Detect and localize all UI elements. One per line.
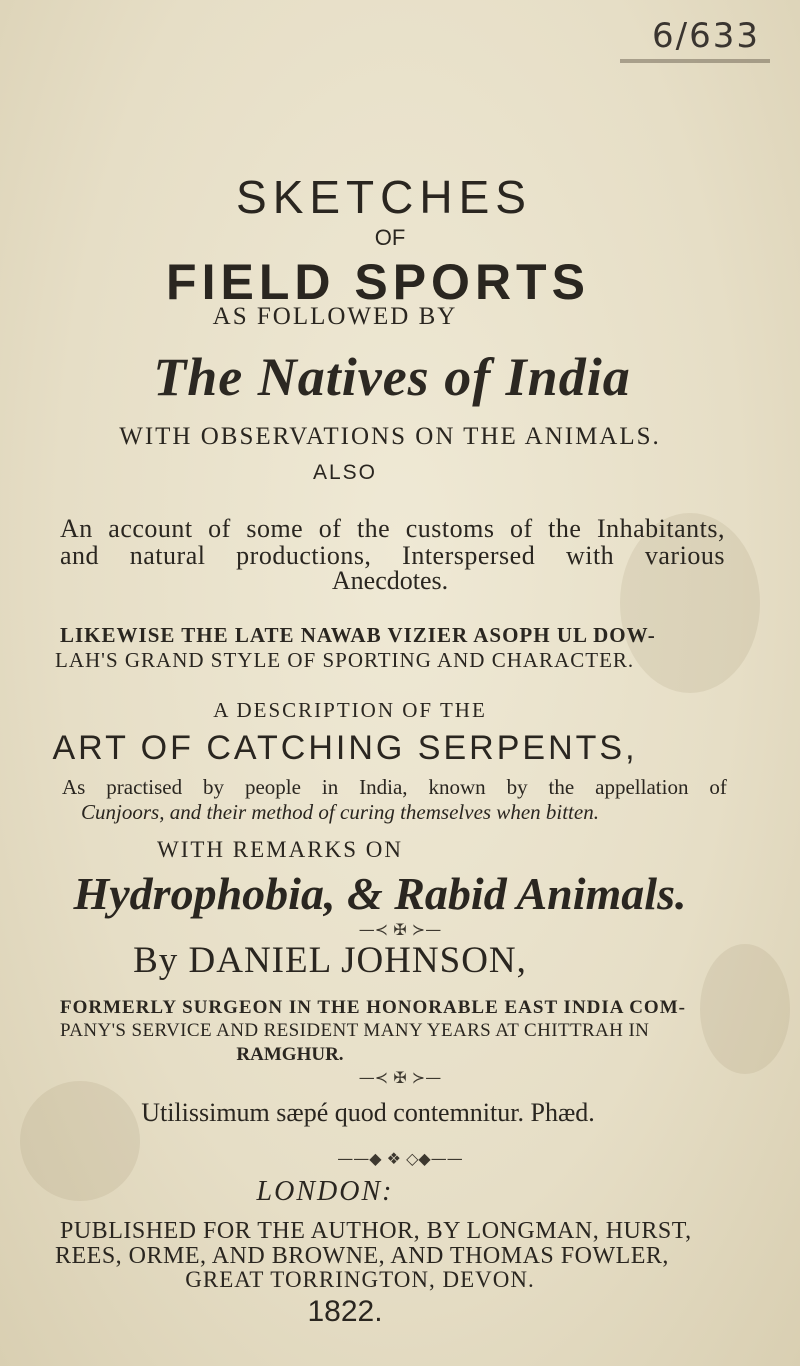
description-heading: A DESCRIPTION OF THE [213,698,487,723]
stamp-underline [620,59,770,63]
publication-year: 1822. [307,1294,383,1328]
ornament-divider-icon: —≺ ✠ ≻— [358,1068,442,1088]
imprint-london: LONDON: [256,1175,394,1207]
title-sketches: SKETCHES [236,170,532,223]
ramghur: RAMGHUR. [236,1043,344,1065]
as-followed-by: AS FOLLOWED BY [212,303,458,331]
hydrophobia-title: Hydrophobia, & Rabid Animals. [73,867,687,919]
great-torrington: GREAT TORRINGTON, DEVON. [185,1267,535,1293]
author-byline: By DANIEL JOHNSON, [133,940,527,982]
likewise-line-2: LAH'S GRAND STYLE OF SPORTING AND CHARACTER. [55,647,635,672]
likewise-line-1: LIKEWISE THE LATE NAWAB VIZIER ASOPH UL DOW- [60,623,656,648]
account-line-1: An account of some of the customs of the Inhabitants, [60,514,725,544]
practised-line-2: Cunjoors, and their method of curing themselves when bitten. [81,799,599,824]
ornament-divider-icon: —≺ ✠ ≻— [358,920,442,940]
with-remarks-on: WITH REMARKS ON [157,836,403,862]
also: ALSO [312,460,378,484]
formerly-line-2: PANY'S SERVICE AND RESIDENT MANY YEARS AT CHITTRAH IN [60,1019,650,1041]
library-stamp: 6/633 [652,16,760,57]
published-line-2: REES, ORME, AND BROWNE, AND THOMAS FOWLER, [55,1242,669,1269]
title-field-sports: FIELD SPORTS [166,253,590,310]
with-observations: WITH OBSERVATIONS ON THE ANIMALS. [119,423,661,451]
account-line-3: Anecdotes. [331,566,449,596]
title-of: OF [374,225,406,251]
practised-line-1: As practised by people in India, known by the appellation of [62,775,727,800]
account-line-2: and natural productions, Interspersed with various [60,540,725,570]
published-line-1: PUBLISHED FOR THE AUTHOR, BY LONGMAN, HURST, [60,1217,692,1244]
latin-motto: Utilissimum sæpé quod contemnitur. Phæd. [141,1097,595,1127]
art-of-catching-serpents: ART OF CATCHING SERPENTS, [52,728,638,767]
natives-of-india: The Natives of India [153,347,631,408]
formerly-line-1: FORMERLY SURGEON IN THE HONORABLE EAST INDIA COM- [60,997,686,1019]
ornament-rule-icon: ——◆ ❖ ◇◆—— [337,1149,463,1169]
